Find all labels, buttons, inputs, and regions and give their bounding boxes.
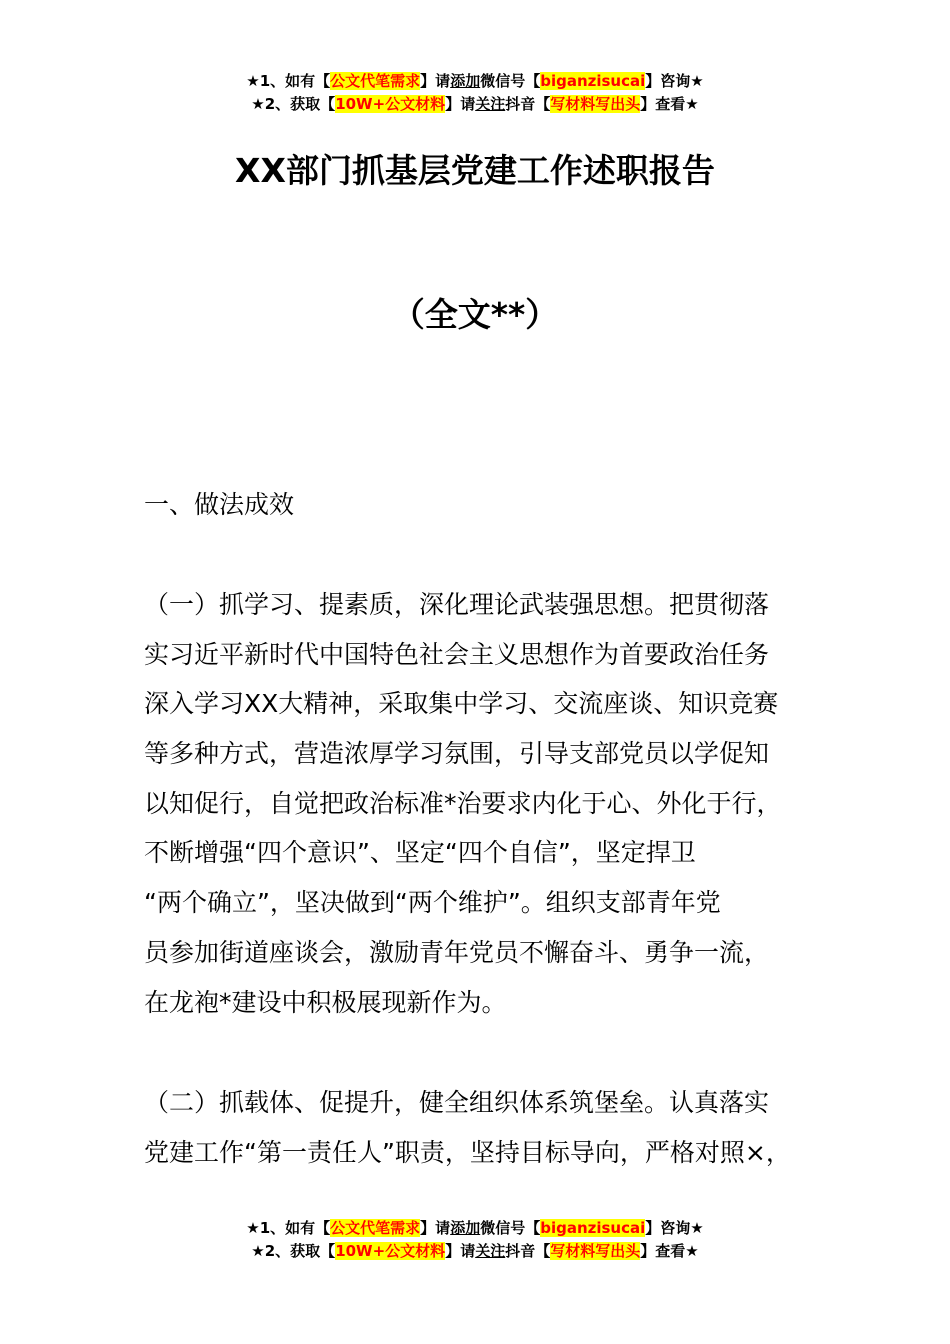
banner-text: 】请	[445, 1242, 476, 1260]
document-title: XX部门抓基层党建工作述职报告	[235, 151, 715, 190]
banner-text: ★2、获取【	[251, 1242, 336, 1260]
banner-text: 】咨询★	[645, 1219, 704, 1237]
paragraph-line: 不断增强“四个意识”、坚定“四个自信”，坚定捍卫	[144, 838, 696, 868]
banner-underline: 关注	[475, 1242, 506, 1260]
banner-line-1	[0, 70, 950, 93]
banner-text: 】请	[420, 72, 451, 90]
banner-line-2	[0, 1240, 950, 1263]
banner-text: 抖音【	[505, 1242, 551, 1260]
banner-text: ★1、如有【	[246, 72, 331, 90]
banner-text: 】查看★	[640, 95, 699, 113]
banner-text: 】咨询★	[645, 72, 704, 90]
banner-underline: 添加	[450, 72, 481, 90]
banner-text: 微信号【	[480, 72, 541, 90]
paragraph-1	[144, 580, 844, 1027]
banner-highlight: 10W+公文材料	[335, 95, 446, 113]
paragraph-line: 实习近平新时代中国特色社会主义思想作为首要政治任务	[144, 639, 770, 669]
banner-line-1	[0, 1217, 950, 1240]
banner-highlight: 10W+公文材料	[335, 1242, 446, 1260]
banner-highlight: 公文代笔需求	[330, 1219, 421, 1237]
paragraph-line: 等多种方式，营造浓厚学习氛围，引导支部党员以学促知	[144, 739, 770, 769]
banner-highlight: 写材料写出头	[550, 95, 641, 113]
section-heading	[144, 480, 844, 530]
banner-line-2	[0, 93, 950, 116]
banner-underline: 关注	[475, 95, 506, 113]
top-banner	[0, 70, 950, 116]
banner-highlight: 公文代笔需求	[330, 72, 421, 90]
paragraph-line: （二）抓载体、促提升，健全组织体系筑堡垒。认真落实	[144, 1088, 770, 1117]
banner-text: 】请	[445, 95, 476, 113]
bottom-banner	[0, 1217, 950, 1263]
banner-text: 】请	[420, 1219, 451, 1237]
paragraph-line: （一）抓学习、提素质，深化理论武装强思想。把贯彻落	[144, 590, 770, 619]
banner-text: 抖音【	[505, 95, 551, 113]
banner-highlight: biganzisucai	[540, 1219, 646, 1237]
paragraph-line: 员参加街道座谈会，激励青年党员不懈奋斗、勇争一流，	[144, 937, 770, 967]
paragraph-line: 以知促行，自觉把政治标准*治要求内化于心、外化于行，	[144, 788, 782, 818]
banner-highlight: biganzisucai	[540, 72, 646, 90]
paragraph-line: 深入学习XX大精神，采取集中学习、交流座谈、知识竞赛	[144, 689, 779, 719]
heading-text: 一、做法成效	[144, 490, 295, 519]
banner-text: 】查看★	[640, 1242, 699, 1260]
banner-text: 微信号【	[480, 1219, 541, 1237]
banner-text: ★2、获取【	[251, 95, 336, 113]
banner-underline: 添加	[450, 1219, 481, 1237]
paragraph-line: 党建工作“第一责任人”职责，坚持目标导向，严格对照×，	[144, 1137, 791, 1167]
paragraph-2	[144, 1078, 844, 1177]
banner-text: ★1、如有【	[246, 1219, 331, 1237]
document-subtitle: （全文**）	[391, 295, 559, 334]
paragraph-line: 在龙袍*建设中积极展现新作为。	[144, 987, 507, 1017]
banner-highlight: 写材料写出头	[550, 1242, 641, 1260]
paragraph-line: “两个确立”，坚决做到“两个维护”。组织支部青年党	[144, 888, 721, 918]
